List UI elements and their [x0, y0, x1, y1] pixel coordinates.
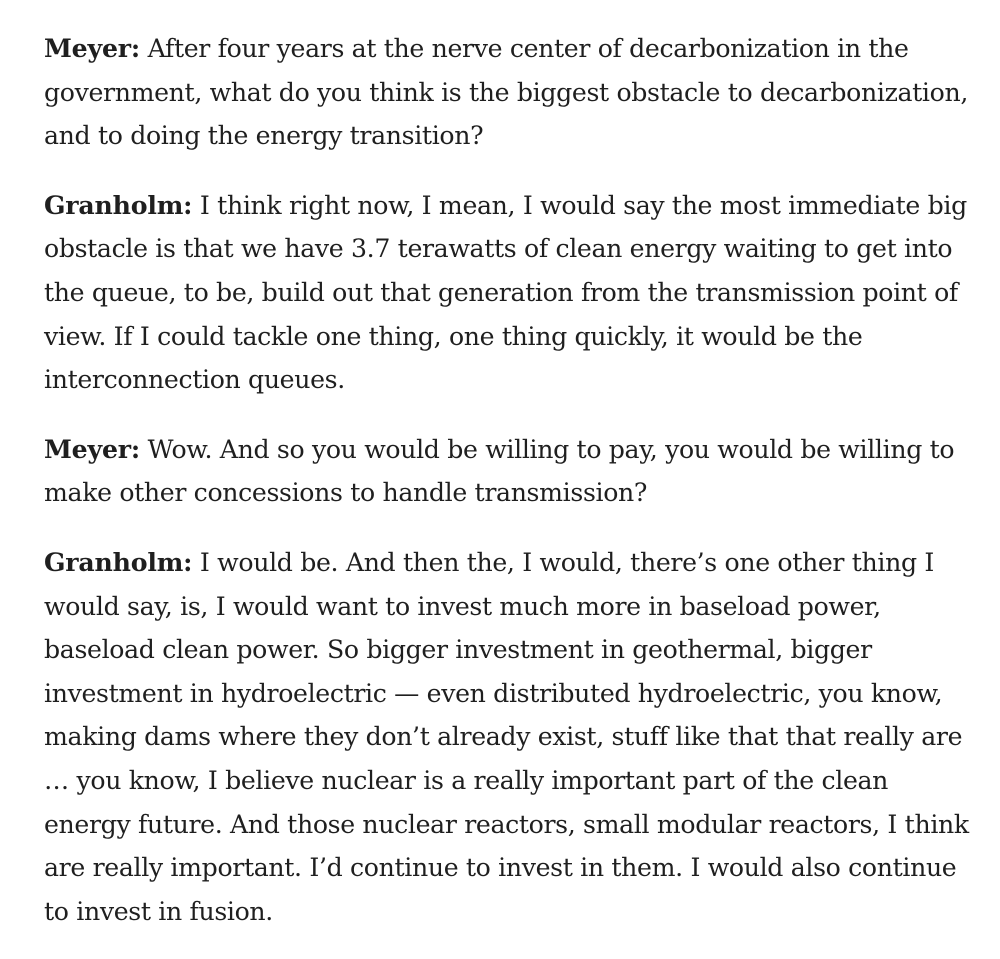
paragraph-text: Wow. And so you would be willing to pay, you would be willing to make other concessions to handle transmission? [44, 434, 955, 508]
speaker-name: Granholm: [44, 189, 193, 220]
paragraph-text: I would be. And then the, I would, there’s one other thing I would say, is, I would want to invest much more in baseload power, baseload clean power. So bigger investment in geothermal, bigger investment in hydroelectric — even distributed hydroelectric, you know, making dams where they don’t already exist, stuff like that that really are … you know, I believe nuclear is a really important part of the clean energy future. And those nuclear reactors, small modular reactors, I think are really important. I’d continue to invest in them. I would also continue to invest in fusion. [44, 547, 969, 926]
speaker-name: Granholm: [44, 546, 193, 577]
interview-paragraph-1 [44, 27, 974, 158]
interview-article [44, 27, 974, 959]
paragraph-text: I think right now, I mean, I would say the most immediate big obstacle is that we have 3.7 terawatts of clean energy waiting to get into the queue, to be, build out that generation from the transmission point of view. If I could tackle one thing, one thing quickly, it would be the interconnection queues. [44, 190, 967, 395]
speaker-name: Meyer: [44, 33, 140, 63]
interview-paragraph-2 [44, 184, 974, 402]
speaker-name: Meyer: [44, 433, 140, 464]
paragraph-text: After four years at the nerve center of decarbonization in the government, what do you think is the biggest obstacle to decarbonization, and to doing the energy transition? [44, 34, 968, 151]
interview-paragraph-4 [44, 541, 974, 933]
interview-paragraph-3 [44, 428, 974, 515]
